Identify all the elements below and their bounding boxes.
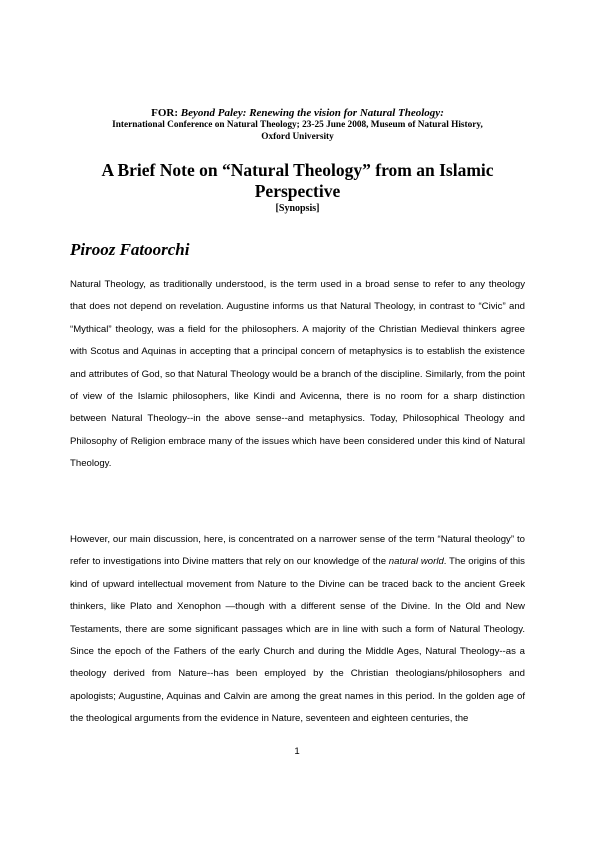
paragraph-2-text-b: . The origins of this kind of upward intellectual movement from Nature to the Divine can be traced back to the ancient Greek thinkers, like Plato and Xenophon —though with a different sense of the Divine. In the Old and New Testaments, there are some significant passages which are in line with such a form of Natural Theology. Since the epoch of the Fathers of the early Church and during the Middle Ages, Natural Theology--as a theology derived from Nature--has been employed by the Christian theologians/philosophers and apologists; Augustine, Aquinas and Calvin are among the great names in this period. In the golden age of the theological arguments from the evidence in Nature, seventeen and eighteen centuries, the [70,556,525,725]
paragraph-2-text-a: However, our main discussion, here, is concentrated on a narrower sense of the term “Natural theology” to refer to investigations into Divine matters that rely on our knowledge of the [70,534,525,568]
document-subtitle: [Synopsis] [275,203,320,214]
page-number: 1 [294,746,300,757]
conference-for-line [70,107,525,120]
body-paragraph-2 [70,529,525,731]
author-name: Pirooz Fatoorchi [70,240,190,259]
paragraph-2-emphasis: natural world [388,556,444,568]
body-paragraph-1: Natural Theology, as traditionally understood, is the term used in a broad sense to refer to any theology that does not depend on revelation. Augustine informs us that Natural Theology, in contrast to “Civic” and “Mythical” theology, was a field for the philosophers. A majority of the Christian Medieval thinkers agree with Scotus and Aquinas in accepting that a principal concern of metaphysics is to establish the existence and attributes of God, so that Natural Theology would be a branch of the discipline. Similarly, from the point of view of the Islamic philosophers, like Kindi and Avicenna, there is no room for a sharp distinction between Natural Theology--in the above sense--and metaphysics. Today, Philosophical Theology and Philosophy of Religion embrace many of the issues which have been considered under this kind of Natural Theology. [70,279,525,470]
for-prefix: FOR: [151,107,179,119]
conference-title: Beyond Paley: Renewing the vision for Natural Theology: [180,107,444,119]
document-title: A Brief Note on “Natural Theology” from an Islamic Perspective [101,160,494,201]
conference-details: International Conference on Natural Theology; 23-25 June 2008, Museum of Natural History, Oxford University [112,120,483,142]
